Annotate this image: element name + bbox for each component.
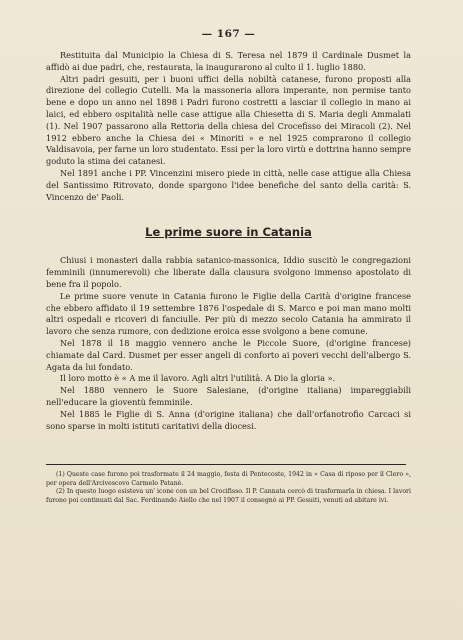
paragraph: Nel 1891 anche i PP. Vincenzini misero piede in città, nelle case attigue alla Chiesa del Santissimo Ritrovato, donde spargono l'idee benefiche del santo della carità: S. Vincenzo de' Paoli. <box>46 167 411 202</box>
footnote: (1) Queste case furono poi trasformate il 24 maggio, festa di Pentecoste, 1942 in « Casa di riposo per il Clero », per opera dell'Arcivescovo Carmelo Patanè. <box>46 471 411 487</box>
section-title: Le prime suore in Catania <box>145 225 312 240</box>
paragraph: Le prime suore venute in Catania furono le Figlie della Carità d'origine francese che ebbero affidato il 19 settembre 1876 l'ospedale di S. Marco e poi man mano molti altri ospedali e ricoveri di fanciulle. Per più di mezzo secolo Catania ha ammirato il lavoro che senza rumore, con dedizione eroica esse svolgono a bene comune. <box>46 290 411 337</box>
paragraph: Restituita dal Municipio la Chiesa di S. Teresa nel 1879 il Cardinale Dusmet la affidò ai due padri, che, restaurata, la inaugurarono al culto il 1. luglio 1880. <box>46 50 411 72</box>
paragraph: Altri padri gesuiti, per i buoni uffici della nobiltà catanese, furono proposti alla direzione del collegio Cutelli. Ma la massoneria allora imperante, non permise tanto bene e dopo un anno nel 1898 i Padri furono costretti a lasciar il collegio in mano ai laici, ed ebbero ospitalità nelle case attigue alla Chiesetta di S. Maria degli Ammalati (1). Nel 1907 passarono alla Rettoria della chiesa del Crocefisso dei Miracoli (2). Nel 1912 ebbero anche la Chiesa dei « Minoriti » e nel 1925 comprarono il collegio Valdisavoia, per farne un loro studentato. Essi per la loro virtù e dottrina hanno sempre goduto la stima dei catanesi. <box>46 73 411 167</box>
footnote-divider <box>46 464 406 465</box>
paragraph: Chiusi i monasteri dalla rabbia satanico-massonica, Iddio suscitò le congregazioni femminili (innumerevoli) che liberate dalla clausura svolgono immenso apostolato di bene fra il popolo. <box>46 255 411 289</box>
paragraph: Il loro motto è « A me il lavoro. Agli altri l'utilità. A Dio la gloria ». <box>60 373 336 384</box>
page-number: — 167 — <box>201 28 256 40</box>
paragraph: Nel 1880 vennero le Suore Salesiane, (d'origine italiana) impareggiabili nell'educare la gioventù femminile. <box>46 385 411 407</box>
paragraph: Nel 1885 le Figlie di S. Anna (d'origine italiana) che dall'orfanotrofio Carcaci si sono sparse in molti istituti caritativi della diocesi. <box>46 408 411 431</box>
footnote: (2) In questo luogo esisteva un' icone con un bel Crocifisso. Il P. Cannata cercò di trasformarla in chiesa. I lavori furono poi continuati dal Sac. Ferdinando Aiello che nel 1907 il consegnò ai PP. Gesuiti, venuti ad abitare ivi. <box>46 488 411 504</box>
paragraph: Nel 1878 il 18 maggio vennero anche le Piccole Suore, (d'origine francese) chiamate dal Card. Dusmet per esser angeli di conforto ai poveri vecchi dell'albergo S. Agata da lui fondato. <box>46 337 411 372</box>
